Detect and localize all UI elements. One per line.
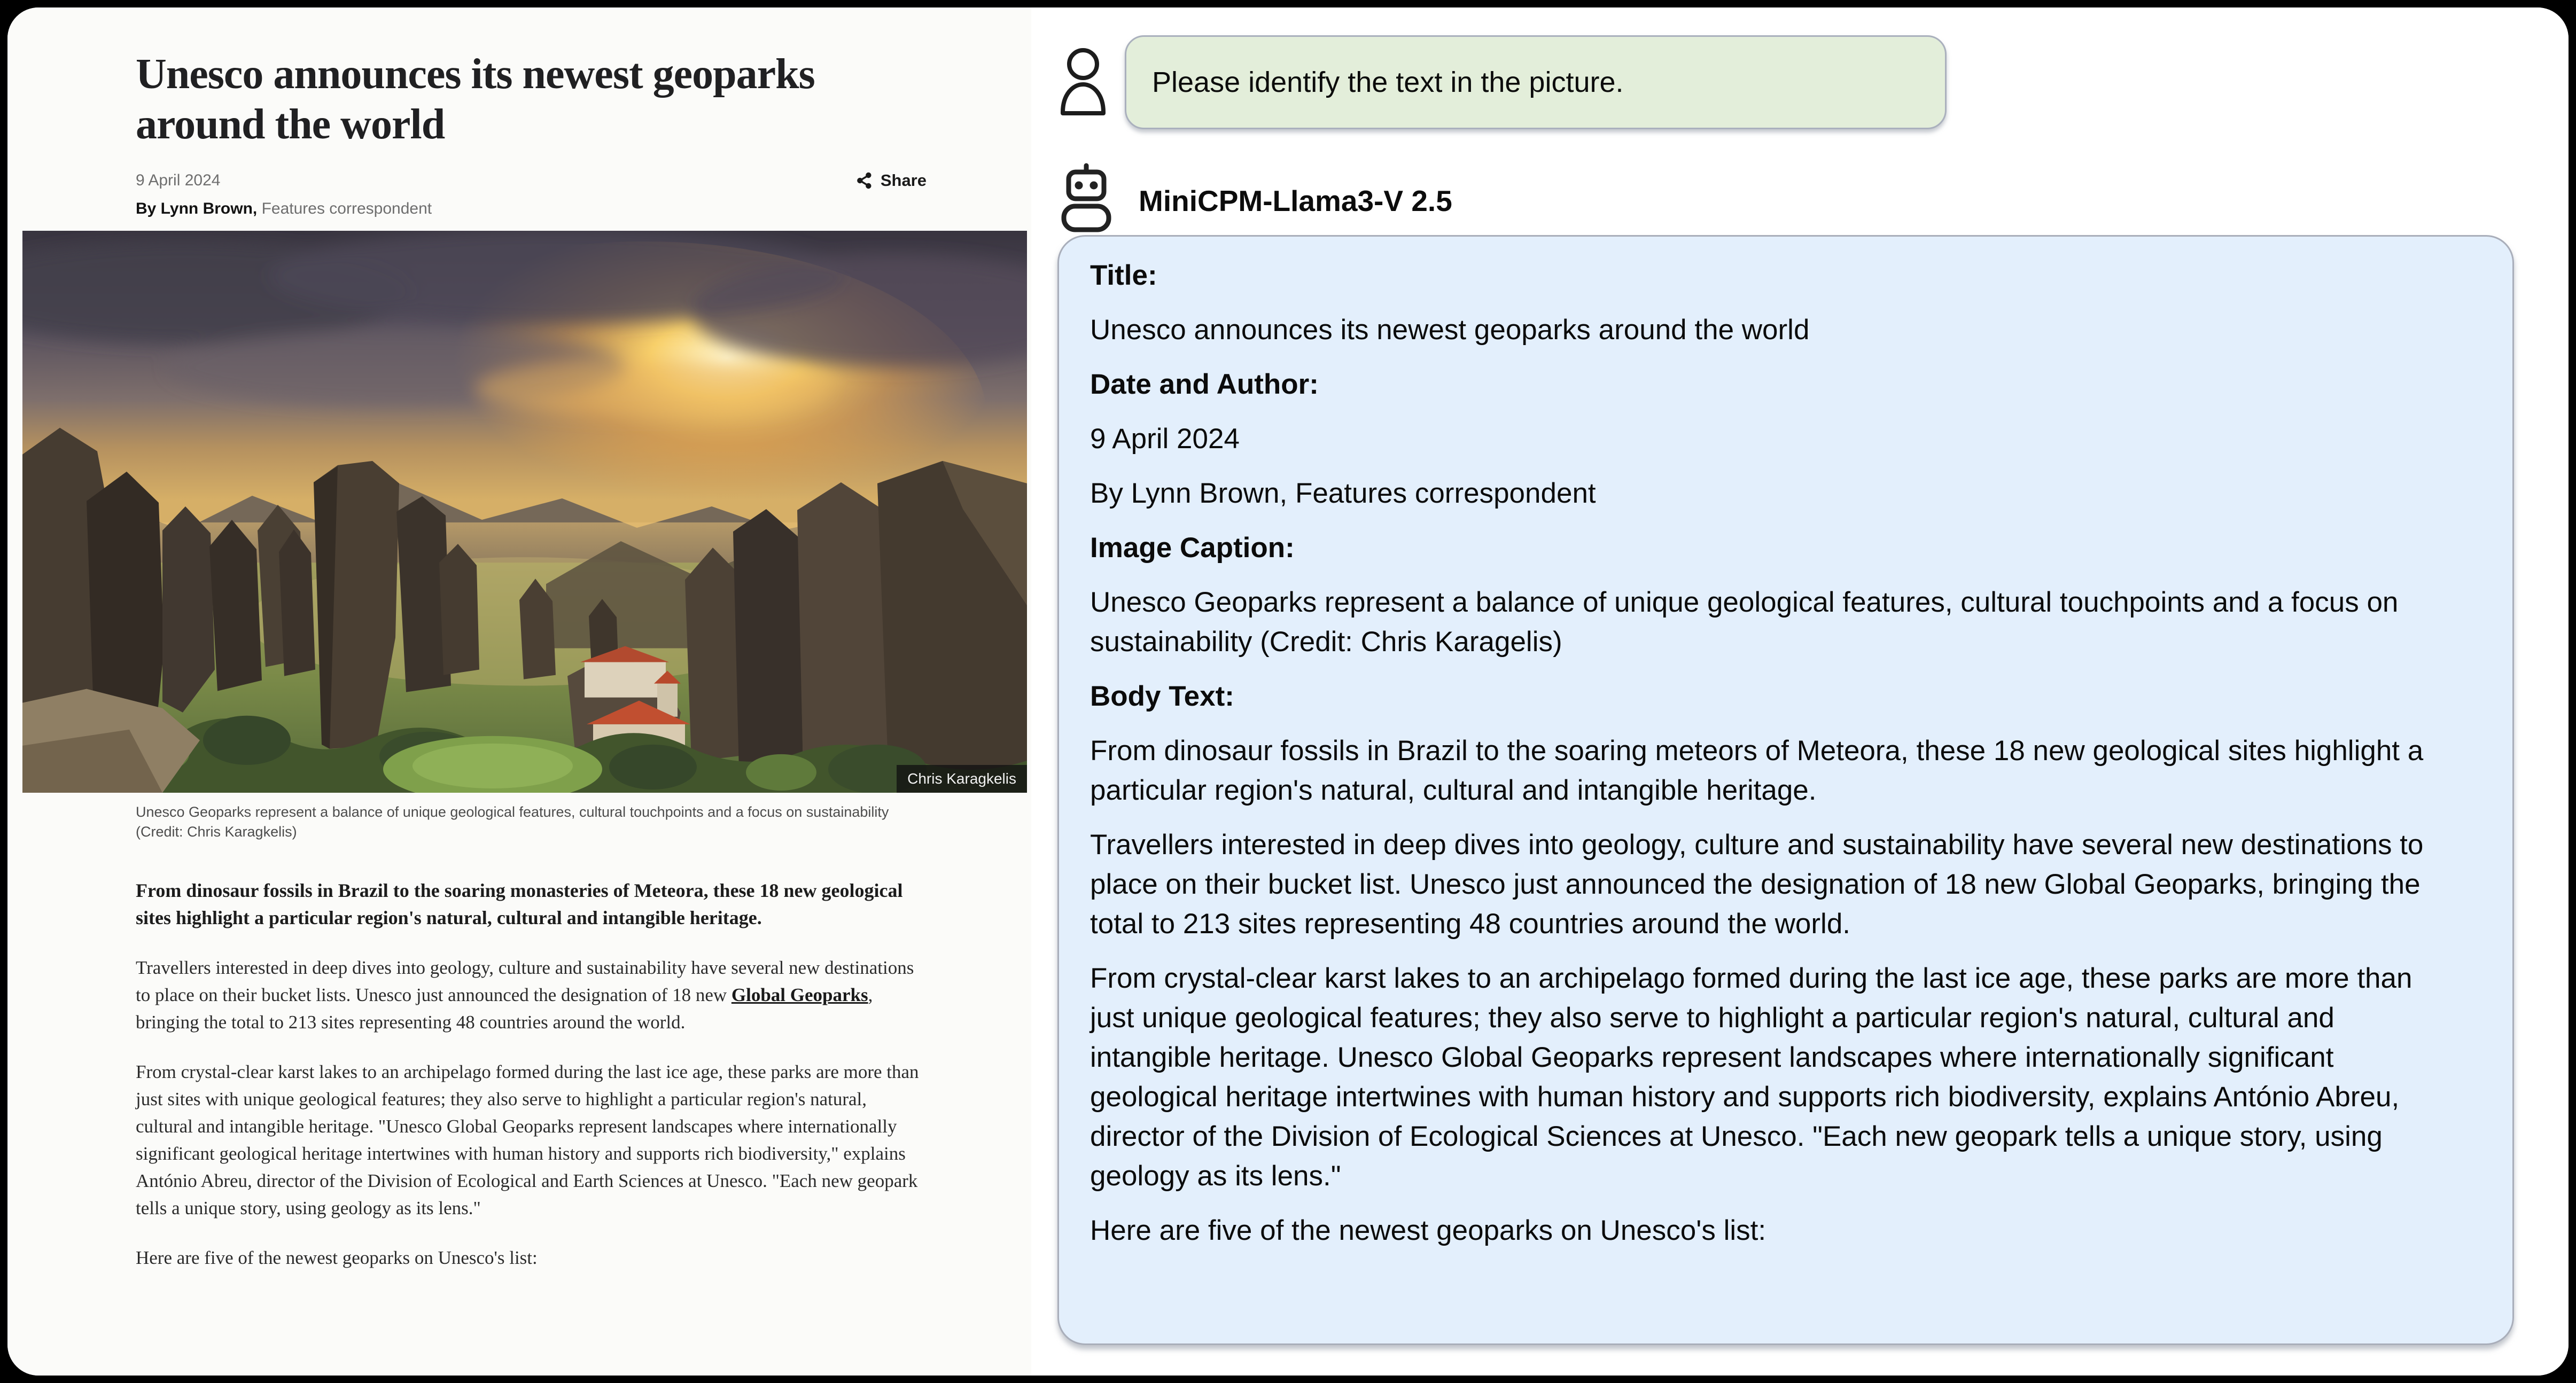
photo-credit-badge: Chris Karagkelis	[897, 765, 1027, 793]
image-caption-line1: Unesco Geoparks represent a balance of unique geological features, cultural touchpoints and a focus on sustainability	[136, 804, 889, 820]
app-window	[7, 7, 2569, 1376]
response-paragraph: Travellers interested in deep dives into geology, culture and sustainability have several new destinations to place on their bucket list. Unesco just announced the designation of 18 new Global Geoparks, bringing the total to 213 sites representing 48 countries around the world.	[1090, 829, 2424, 940]
model-name: MiniCPM-Llama3-V 2.5	[1139, 184, 1452, 217]
paragraph-text: , bringing the total to 213 sites representing 48 countries around the world.	[136, 984, 873, 1033]
share-label: Share	[880, 171, 927, 190]
assistant-response-bubble	[1057, 235, 2514, 1345]
article-date: 9 April 2024	[136, 171, 221, 189]
response-heading: Title:	[1090, 260, 1157, 291]
image-caption-line2: (Credit: Chris Karagkelis)	[136, 824, 297, 840]
image-caption	[136, 802, 927, 842]
share-icon	[856, 172, 873, 189]
response-paragraph: Here are five of the newest geoparks on Unesco's list:	[1090, 1215, 1766, 1246]
robot-icon	[1061, 161, 1112, 233]
person-icon	[1056, 45, 1108, 119]
article-meta-row	[136, 171, 927, 190]
response-paragraph: Unesco announces its newest geoparks around the world	[1090, 314, 1810, 346]
byline-role: Features correspondent	[261, 200, 432, 217]
user-message-bubble	[1125, 35, 1947, 129]
response-paragraph: Unesco Geoparks represent a balance of unique geological features, cultural touchpoints and a focus on sustainability (Credit: Chris Karagelis)	[1090, 587, 2399, 658]
user-message-text: Please identify the text in the picture.	[1152, 66, 1624, 98]
response-heading: Image Caption:	[1090, 532, 1295, 564]
article-paragraph-3: Here are five of the newest geoparks on Unesco's list:	[136, 1247, 538, 1268]
article-lede: From dinosaur fossils in Brazil to the soaring monasteries of Meteora, these 18 new geological sites highlight a particular region's natural, cultural and intangible heritage.	[136, 880, 903, 928]
article-hero-image	[22, 231, 1027, 793]
global-geoparks-link[interactable]: Global Geoparks	[731, 984, 868, 1005]
response-paragraph: From crystal-clear karst lakes to an archipelago formed during the last ice age, these parks are more than just unique geological features; they also serve to highlight a particular region's natural, cultural and intangible heritage. Unesco Global Geoparks represent landscapes where internationally significant geological heritage intertwines with human history and supports rich biodiversity, explains António Abreu, director of the Division of Ecological Sciences at Unesco. "Each new geopark tells a unique story, using geology as its lens."	[1090, 963, 2412, 1192]
article-paragraph-2: From crystal-clear karst lakes to an archipelago formed during the last ice age, these parks are more than just sites with unique geological features; they also serve to highlight a particular region's natural, cultural and intangible heritage. "Unesco Global Geoparks represent landscapes where internationally significant geological heritage intertwines with human history and supports rich biodiversity," explains António Abreu, director of the Division of Ecological and Earth Sciences at Unesco. "Each new geopark tells a unique story, using geology as its lens."	[136, 1061, 919, 1218]
article-screenshot-pane	[7, 7, 1031, 1376]
response-heading: Body Text:	[1090, 681, 1234, 712]
response-paragraph: From dinosaur fossils in Brazil to the soaring meteors of Meteora, these 18 new geological sites highlight a particular region's natural, cultural and intangible heritage.	[1090, 735, 2424, 806]
byline-author: By Lynn Brown,	[136, 200, 258, 217]
article-paragraph-1	[136, 954, 927, 1036]
response-heading: Date and Author:	[1090, 369, 1319, 400]
response-paragraph: By Lynn Brown, Features correspondent	[1090, 478, 1596, 509]
page-title: Unesco announces its newest geoparks around the world	[136, 51, 815, 148]
response-paragraph: 9 April 2024	[1090, 423, 1240, 455]
byline	[136, 200, 948, 218]
meteora-landscape-illustration	[22, 231, 1027, 793]
share-button[interactable]	[856, 171, 927, 190]
chat-pane	[1056, 7, 2569, 1376]
paragraph-text: Travellers interested in deep dives into geology, culture and sustainability have several new destinations to place on their bucket lists. Unesco just announced the designation of 18 new	[136, 957, 914, 1005]
